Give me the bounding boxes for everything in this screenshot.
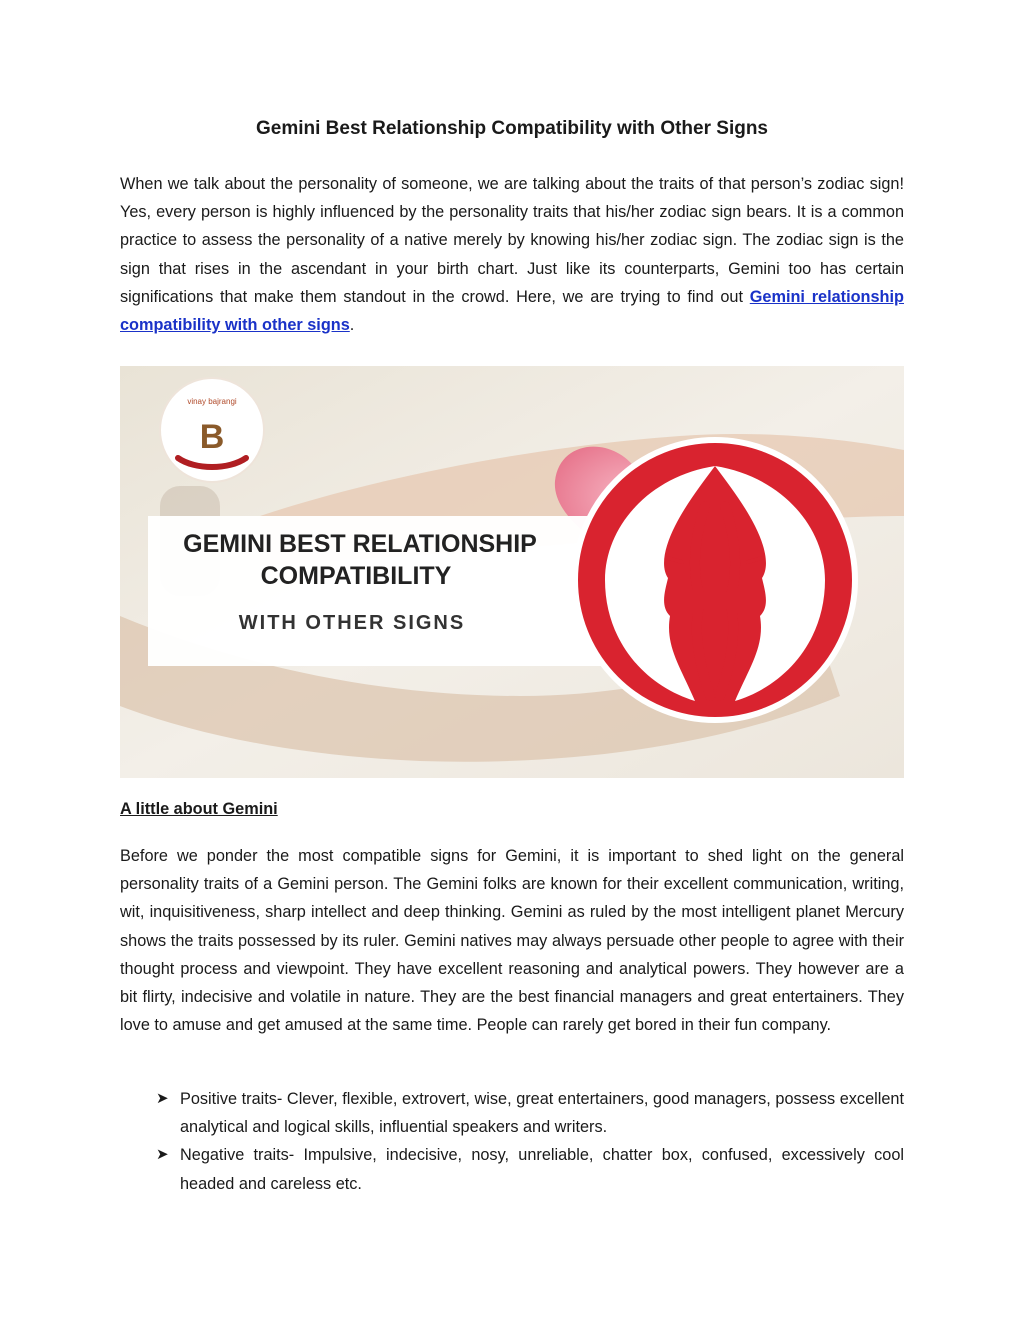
page-title: Gemini Best Relationship Compatibility with Other Signs xyxy=(256,118,768,139)
arrow-bullet-icon: ➤ xyxy=(156,1090,169,1107)
list-item xyxy=(120,1141,904,1197)
intro-end: . xyxy=(349,316,355,335)
logo-text: vinay bajrangi xyxy=(187,397,237,406)
arrow-bullet-icon: ➤ xyxy=(156,1146,169,1164)
banner-title-line2: COMPATIBILITY xyxy=(260,562,452,590)
section-heading: A little about Gemini xyxy=(120,800,278,818)
hero-banner-image xyxy=(120,366,904,778)
traits-list xyxy=(120,1085,904,1198)
positive-traits-text: Positive traits- Clever, flexible, extrovert, wise, great entertainers, good managers, possess excellent analytical and logical skills, influential speakers and writers. xyxy=(180,1090,904,1137)
banner-subtitle: WITH OTHER SIGNS xyxy=(238,612,466,634)
about-paragraph: Before we ponder the most compatible signs for Gemini, it is important to shed light on the general personality traits of a Gemini person. The Gemini folks are known for their excellent communication, writing, wit, inquisitiveness, sharp intellect and deep thinking. Gemini as ruled by the most intelligent planet Mercury shows the traits possessed by its ruler. Gemini natives may always persuade other people to agree with their thought process and viewpoint. They have excellent reasoning and analytical powers. They however are a bit flirty, indecisive and volatile in nature. They are the best financial managers and great entertainers. They love to amuse and get amused at the same time. People can rarely get bored in their fun company. xyxy=(120,847,904,1035)
intro-text: When we talk about the personality of someone, we are talking about the traits of that person’s zodiac sign! Yes, every person is highly influenced by the personality traits that his/her zodiac sign bears. It is a common practice to assess the personality of a native merely by knowing his/her zodiac sign. The zodiac sign is the sign that rises in the ascendant in your birth chart. Just like its counterparts, Gemini too has certain significations that make them standout in the crowd. Here, we are trying to find out xyxy=(120,175,904,306)
intro-paragraph xyxy=(120,170,904,339)
list-item xyxy=(120,1085,904,1141)
compatibility-link[interactable]: Gemini relationship compatibility with other signs xyxy=(120,287,904,335)
logo-letter: B xyxy=(199,418,225,456)
negative-traits-text: Negative traits- Impulsive, indecisive, nosy, unreliable, chatter box, confused, excessively cool headed and careless etc. xyxy=(180,1146,904,1193)
banner-title-line1: GEMINI BEST RELATIONSHIP xyxy=(183,530,537,558)
